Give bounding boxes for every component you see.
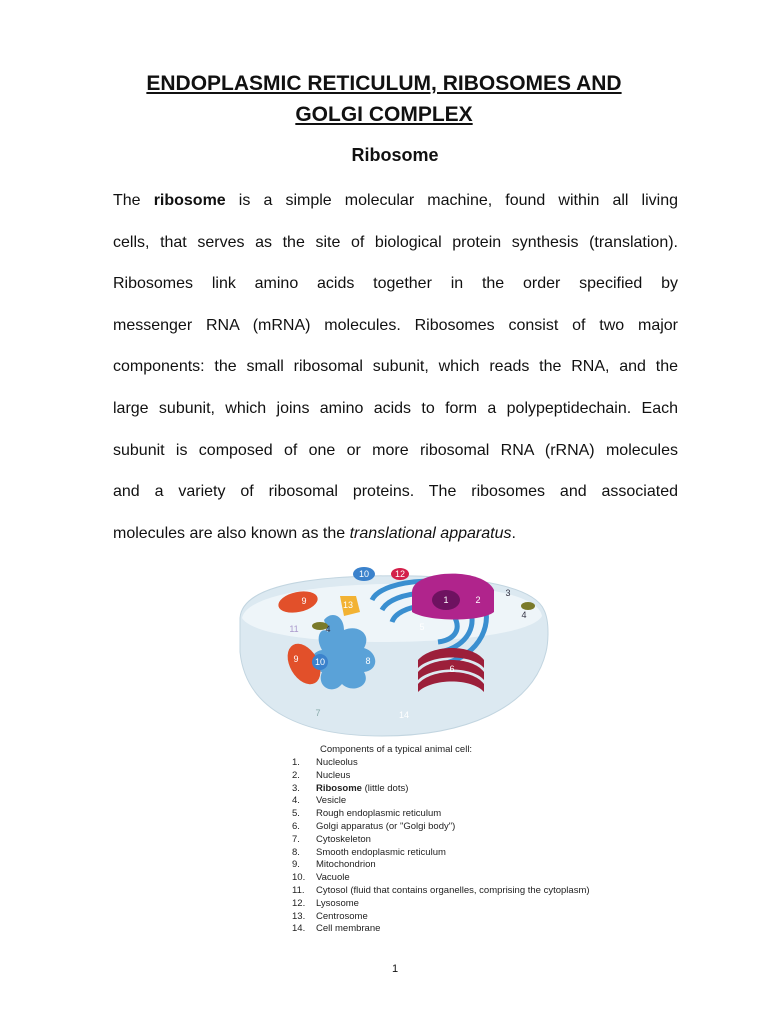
fig-label-2: 2: [475, 595, 481, 605]
fig-label-12: 12: [394, 569, 406, 579]
fig-label-1: 1: [443, 595, 449, 605]
para-line-1: The ribosome is a simple molecular machine, found within all living: [113, 192, 679, 209]
legend-item: 2. Nucleus: [292, 769, 351, 781]
fig-label-5: 5: [419, 622, 425, 632]
para-line-2: cells, that serves as the site of biological protein synthesis (translation).: [113, 233, 678, 251]
body-paragraph: [113, 180, 678, 554]
animal-cell-illustration: [232, 560, 552, 740]
fig-label-6: 6: [449, 664, 455, 674]
page-number: 1: [391, 963, 399, 975]
para-line-6: large subunit, which joins amino acids to form a polypeptidechain. Each: [113, 399, 678, 417]
legend-item: 11. Cytosol (fluid that contains organelles, comprising the cytoplasm): [292, 884, 590, 896]
legend-item: 8. Smooth endoplasmic reticulum: [292, 846, 446, 858]
para-line-7: subunit is composed of one or more ribosomal RNA (rRNA) molecules: [113, 441, 678, 459]
section-heading: Ribosome: [351, 145, 439, 165]
fig-label-11: 11: [289, 624, 299, 634]
fig-label-8: 8: [365, 656, 371, 666]
title-line-2: GOLGI COMPLEX: [295, 103, 473, 126]
fig-label-4b: 4: [521, 610, 527, 620]
para-line-5: components: the small ribosomal subunit, which reads the RNA, and the: [113, 358, 678, 376]
para-line-8: and a variety of ribosomal proteins. The ribosomes and associated: [113, 483, 678, 501]
title-line-1: ENDOPLASMIC RETICULUM, RIBOSOMES AND: [146, 72, 622, 95]
legend-item: 1. Nucleolus: [292, 757, 358, 768]
para-line-3: Ribosomes link amino acids together in the order specified by: [113, 275, 678, 293]
legend-item: 9. Mitochondrion: [292, 859, 376, 871]
page-title: [0, 68, 768, 130]
fig-label-10b: 10: [314, 657, 326, 667]
para-line-4: messenger RNA (mRNA) molecules. Ribosomes consist of two major: [113, 316, 678, 334]
para-line-9: molecules are also known as the translational apparatus.: [113, 524, 516, 542]
legend-item: 7. Cytoskeleton: [292, 833, 371, 845]
legend-item: 4. Vesicle: [292, 795, 347, 807]
figure-legend: [292, 757, 590, 936]
legend-item: 5. Rough endoplasmic reticulum: [292, 808, 442, 820]
legend-item: 13. Centrosome: [292, 910, 368, 922]
vesicle-right: [521, 602, 535, 610]
legend-item: 10. Vacuole: [292, 872, 350, 884]
fig-label-3: 3: [505, 588, 511, 598]
legend-item: 14. Cell membrane: [292, 923, 381, 935]
fig-label-7: 7: [315, 708, 321, 718]
fig-label-13: 13: [342, 600, 354, 610]
figure-caption: Components of a typical animal cell:: [320, 744, 473, 755]
legend-item: 12. Lysosome: [292, 897, 359, 909]
fig-label-9a: 9: [301, 596, 307, 606]
legend-item: 6. Golgi apparatus (or "Golgi body"): [292, 820, 456, 832]
fig-label-10a: 10: [358, 569, 370, 579]
legend-item: 3. Ribosome (little dots): [292, 782, 409, 794]
fig-label-4a: 4: [325, 624, 331, 634]
fig-label-14: 14: [398, 710, 410, 720]
fig-label-9b: 9: [293, 654, 299, 664]
